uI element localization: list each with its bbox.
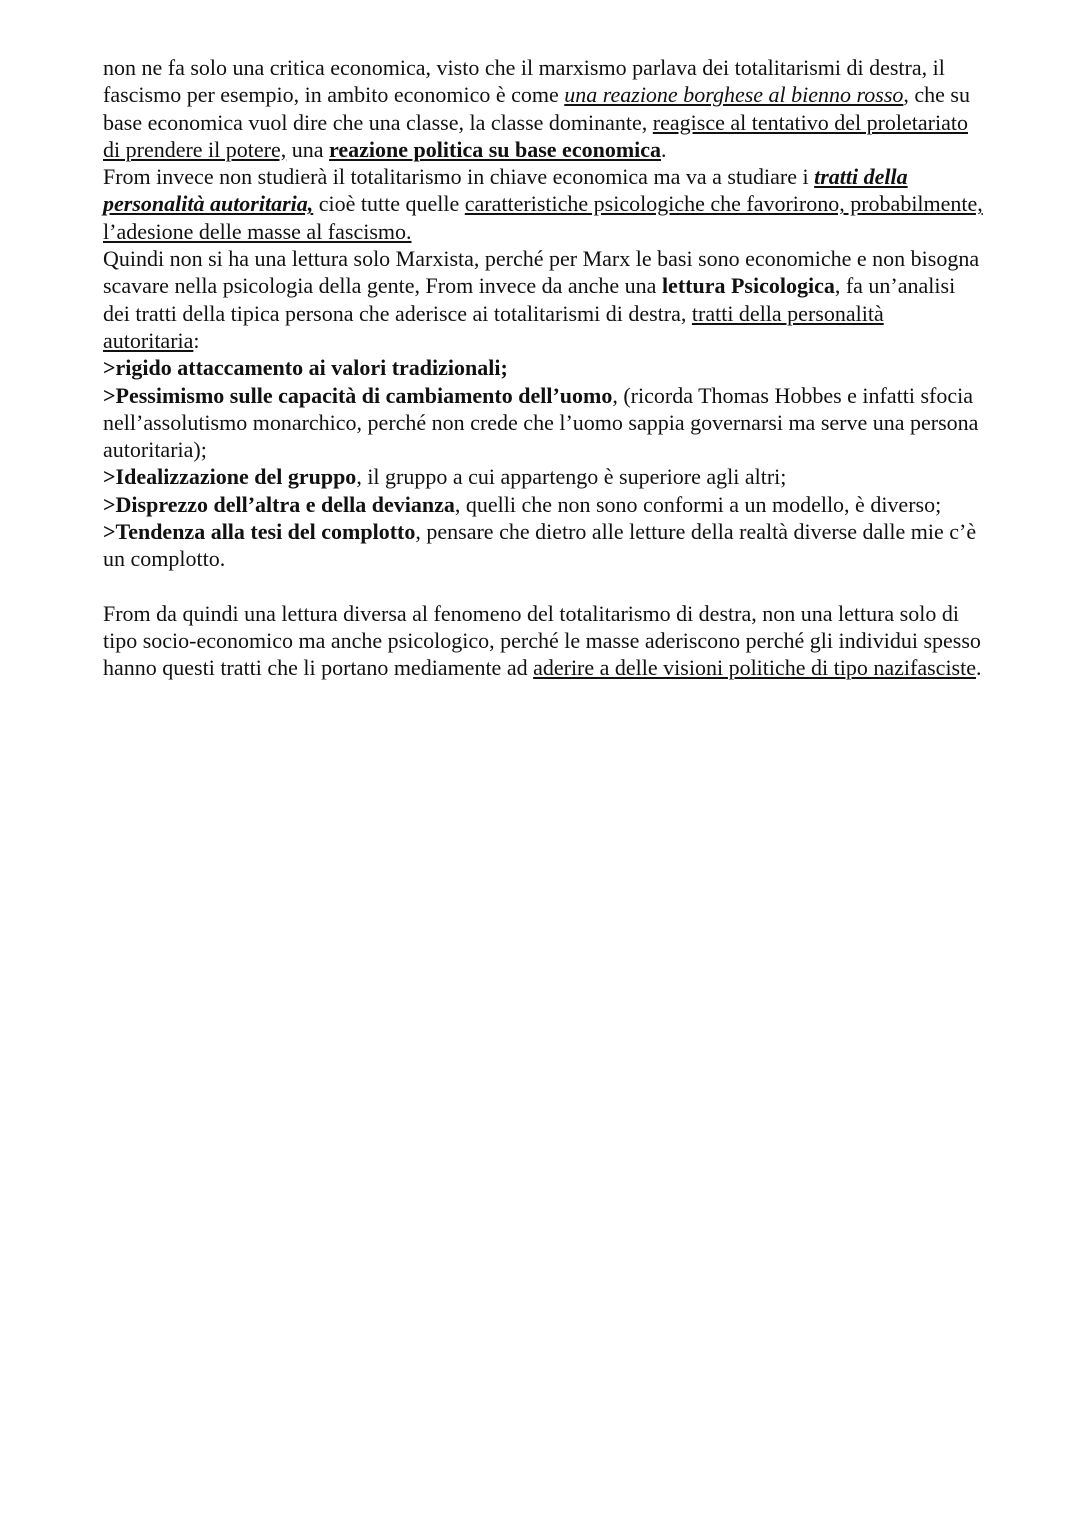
trait-description: , pensare che dietro alle letture della realtà diverse dalle mie c’è un complotto. — [103, 519, 977, 572]
trait-item — [103, 463, 983, 490]
text-span: , che su base economica vuol dire che una classe, la classe dominante, — [103, 82, 970, 135]
text-span: , fa un’analisi dei tratti della tipica persona che aderisce ai totalitarismi di destra, — [103, 273, 956, 326]
trait-item — [103, 491, 983, 518]
trait-description: , il gruppo a cui appartengo è superiore agli altri; — [356, 464, 787, 490]
trait-item — [103, 382, 983, 464]
text-span: . — [661, 136, 667, 162]
text-span: . — [976, 655, 982, 681]
trait-heading: >Pessimismo sulle capacità di cambiamento dell’uomo — [103, 382, 613, 408]
text-span: cioè tutte quelle — [313, 191, 465, 217]
trait-heading: >rigido attaccamento ai valori tradizionali; — [103, 355, 508, 381]
text-span: non ne fa solo una critica economica, visto che il marxismo parlava dei totalitarismi di destra, il fascismo per esempio, in ambito economico è come — [103, 55, 945, 108]
paragraph-economic-critique — [103, 54, 983, 245]
underlined-bold-italic-phrase: tratti della personalità autoritaria, — [103, 164, 908, 217]
paragraph-conclusion — [103, 600, 983, 682]
text-span: From da quindi una lettura diversa al fenomeno del totalitarismo di destra, non una lettura solo di tipo socio-economico ma anche psicologico, perché le masse aderiscono perché gli individui spesso hanno questi tratti che li portano mediamente ad — [103, 600, 981, 681]
underlined-phrase: caratteristiche psicologiche che favorirono, probabilmente, l’adesione delle masse al fascismo. — [103, 191, 983, 244]
paragraph-psychological-reading — [103, 245, 983, 354]
document-page — [103, 54, 983, 682]
paragraph-spacer — [103, 573, 983, 600]
underlined-italic-phrase: una reazione borghese al bienno rosso — [564, 82, 904, 108]
underlined-bold-phrase: reazione politica su base economica — [329, 136, 662, 162]
underlined-phrase: reagisce al tentativo del proletariato di prendere il potere, — [103, 109, 968, 162]
trait-item — [103, 354, 983, 381]
trait-description: , (ricorda Thomas Hobbes e infatti sfocia nell’assolutismo monarchico, perché non crede che l’uomo sappia governarsi ma serve una persona autoritaria); — [103, 382, 979, 463]
trait-description: , quelli che non sono conformi a un modello, è diverso; — [454, 491, 942, 517]
trait-heading: >Idealizzazione del gruppo — [103, 464, 357, 490]
trait-heading: >Disprezzo dell’altra e della devianza — [103, 491, 455, 517]
text-span: Quindi non si ha una lettura solo Marxista, perché per Marx le basi sono economiche e non bisogna scavare nella psicologia della gente, From invece da anche una — [103, 246, 980, 299]
text-span: una — [286, 136, 330, 162]
trait-item — [103, 518, 983, 573]
underlined-phrase: aderire a delle visioni politiche di tipo nazifasciste — [533, 655, 976, 681]
underlined-phrase: tratti della personalità autoritaria — [103, 300, 884, 353]
text-span: From invece non studierà il totalitarismo in chiave economica ma va a studiare i — [103, 164, 815, 190]
bold-phrase: lettura Psicologica — [661, 273, 835, 299]
text-span: : — [193, 327, 200, 353]
trait-heading: >Tendenza alla tesi del complotto — [103, 519, 416, 545]
